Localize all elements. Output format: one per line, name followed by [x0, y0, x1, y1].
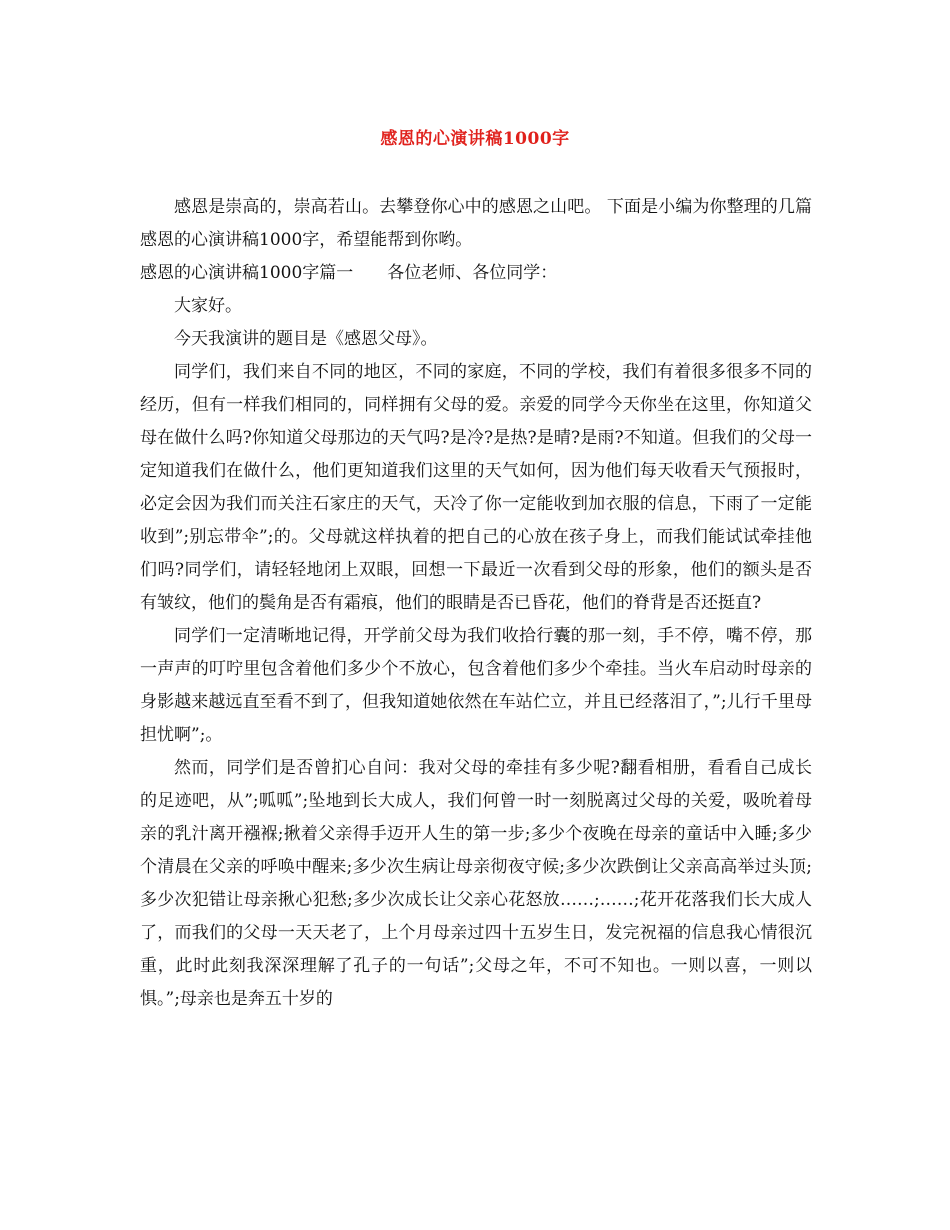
section-heading: 感恩的心演讲稿1000字篇一	[140, 263, 354, 283]
greeting: 大家好。	[174, 296, 242, 316]
intro-paragraph: 感恩是崇高的，崇高若山。去攀登你心中的感恩之山吧。 下面是小编为你整理的几篇感恩的心演讲稿1000字，希望能帮到你哟。	[140, 197, 812, 250]
body-paragraph: 同学们，我们来自不同的地区，不同的家庭，不同的学校，我们有着很多很多不同的经历，但有一样我们相同的，同样拥有父母的爱。亲爱的同学今天你坐在这里，你知道父母在做什么吗?你知道父母那边的天气吗?是冷?是热?是晴?是雨?不知道。但我们的父母一定知道我们在做什么，他们更知道我们这里的天气如何，因为他们每天收看天气预报时，必定会因为我们而关注石家庄的天气，天冷了你一定能收到加衣服的信息，下雨了一定能收到”;别忘带伞”;的。父母就这样执着的把自己的心放在孩子身上，而我们能试试牵挂他们吗?同学们，请轻轻地闭上双眼，回想一下最近一次看到父母的形象，他们的额头是否有皱纹，他们的鬓角是否有霜痕，他们的眼睛是否已昏花，他们的脊背是否还挺直?	[140, 362, 812, 613]
body-paragraph: 然而，同学们是否曾扪心自问：我对父母的牵挂有多少呢?翻看相册，看看自己成长的足迹吧，从”;呱呱”;坠地到长大成人，我们何曾一时一刻脱离过父母的关爱，吸吮着母亲的乳汁离开襁褓;揪着父亲得手迈开人生的第一步;多少个夜晚在母亲的童话中入睡;多少个清晨在父亲的呼唤中醒来;多少次生病让母亲彻夜守候;多少次跌倒让父亲高高举过头顶;多少次犯错让母亲揪心犯愁;多少次成长让父亲心花怒放……;……;花开花落我们长大成人了，而我们的父母一天天老了，上个月母亲过四十五岁生日，发完祝福的信息我心情很沉重，此时此刻我深深理解了孔子的一句话”;父母之年，不可不知也。一则以喜，一则以惧。”;母亲也是奔五十岁的	[140, 758, 812, 1009]
salutation: 各位老师、各位同学：	[387, 263, 558, 283]
document-title: 感恩的心演讲稿1000字	[380, 129, 570, 149]
body-paragraph: 同学们一定清晰地记得，开学前父母为我们收拾行囊的那一刻，手不停，嘴不停，那一声声的叮咛里包含着他们多少个不放心，包含着他们多少个牵挂。当火车启动时母亲的身影越来越远直至看不到了，但我知道她依然在车站伫立，并且已经落泪了，”;儿行千里母担忧啊”;。	[140, 626, 812, 745]
topic-line: 今天我演讲的题目是《感恩父母》。	[174, 329, 438, 349]
section-heading-line	[140, 257, 812, 290]
document-body	[140, 191, 812, 1016]
